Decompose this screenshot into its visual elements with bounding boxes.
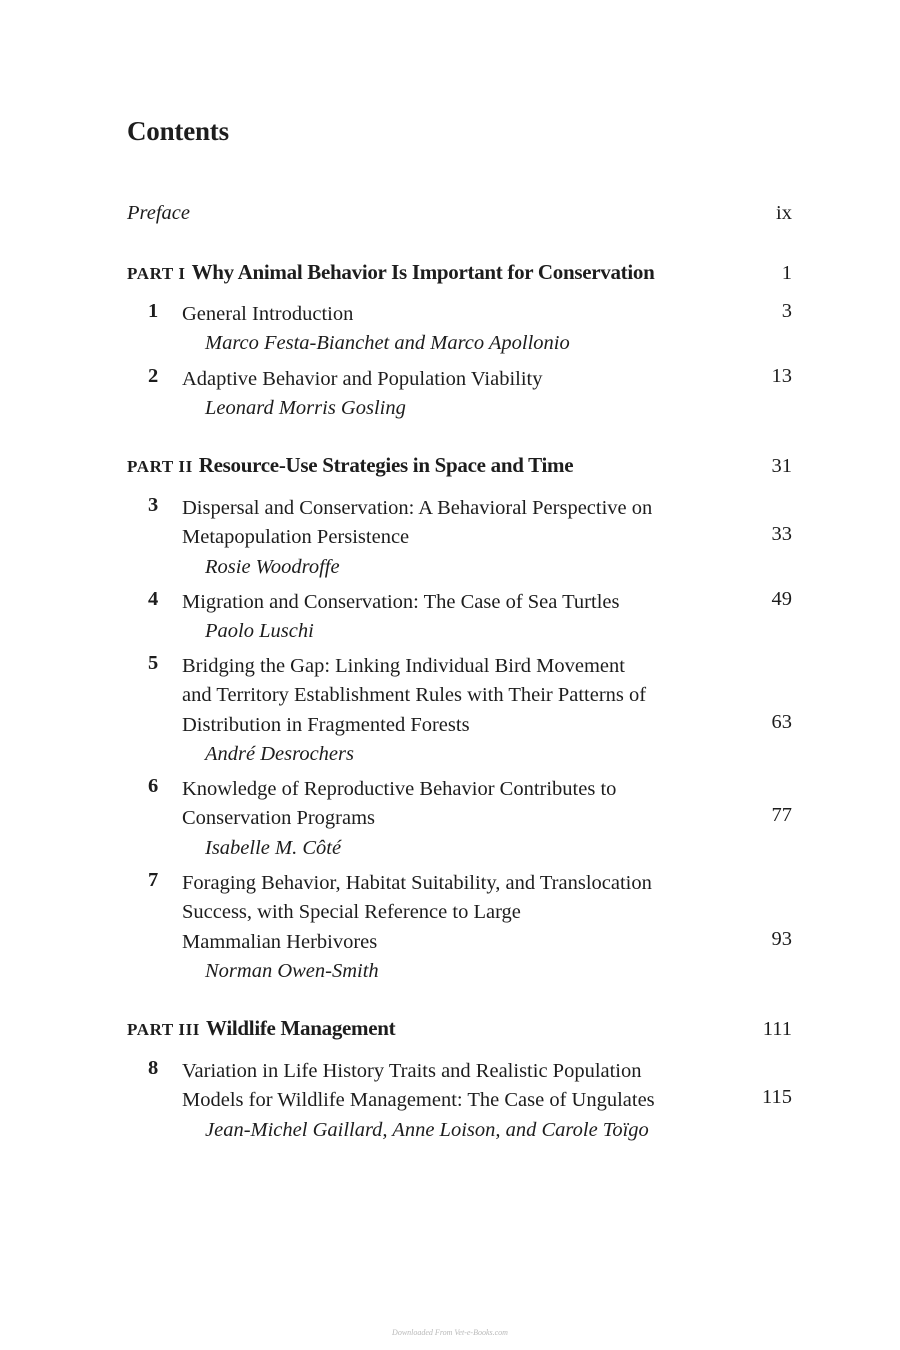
chapter-title-line: Migration and Conservation: The Case of Sea Turtles [182, 591, 620, 613]
chapter-title-line: Adaptive Behavior and Population Viability [182, 368, 543, 390]
chapter-title-line: Mammalian Herbivores [182, 930, 378, 953]
chapter-text [182, 775, 727, 863]
chapter-title-line: Metapopulation Persistence [182, 526, 410, 549]
chapter-title-line: Conservation Programs [182, 807, 376, 830]
download-watermark: Downloaded From Vet-e-Books.com [392, 1328, 508, 1337]
toc-part-row[interactable] [127, 260, 792, 285]
chapter-text [182, 588, 727, 647]
chapter-number: 2 [148, 365, 159, 387]
part-page-number: 31 [771, 455, 792, 477]
chapter-title-line: Models for Wildlife Management: The Case of Ungulates [182, 1089, 655, 1112]
page-title: Contents [127, 116, 229, 146]
chapter-text [182, 652, 727, 769]
chapter-number: 1 [148, 300, 159, 322]
chapter-text [182, 300, 727, 359]
chapter-author: Marco Festa-Bianchet and Marco Apollonio [205, 332, 570, 355]
part-label: PART III [127, 1020, 201, 1039]
chapter-number: 5 [148, 652, 159, 674]
chapter-page-number: 3 [781, 300, 792, 322]
chapter-page-number: 115 [762, 1086, 792, 1108]
part-title: Resource-Use Strategies in Space and Time [198, 453, 574, 477]
chapter-author: Rosie Woodroffe [205, 555, 340, 578]
chapter-text [182, 1057, 727, 1145]
chapter-title-line: Foraging Behavior, Habitat Suitability, and Translocation [182, 872, 652, 894]
chapter-title-line: Bridging the Gap: Linking Individual Bird Movement [182, 655, 625, 677]
chapter-title-line: Dispersal and Conservation: A Behavioral Perspective on [182, 497, 653, 519]
chapter-title-line: General Introduction [182, 303, 354, 325]
toc-part-row[interactable] [127, 453, 792, 478]
chapter-title-line: Distribution in Fragmented Forests [182, 713, 470, 736]
chapter-page-number: 63 [771, 711, 792, 733]
chapter-title-line: Success, with Special Reference to Large [182, 901, 521, 924]
chapter-page-number: 33 [771, 523, 792, 545]
chapter-number: 3 [148, 494, 159, 516]
chapter-author: André Desrochers [205, 742, 354, 765]
part-title: Why Animal Behavior Is Important for Conservation [191, 260, 655, 284]
preface-label: Preface [127, 202, 190, 224]
part-title: Wildlife Management [206, 1016, 396, 1040]
chapter-number: 7 [148, 869, 159, 891]
chapter-author: Paolo Luschi [205, 620, 314, 643]
chapter-text [182, 365, 727, 424]
toc-part-row[interactable] [127, 1016, 792, 1041]
chapter-text [182, 494, 727, 582]
preface-page-number: ix [776, 202, 792, 224]
chapter-page-number: 93 [771, 928, 792, 950]
chapter-author: Isabelle M. Côté [205, 836, 342, 859]
chapter-author: Jean-Michel Gaillard, Anne Loison, and Carole Toïgo [205, 1118, 649, 1141]
chapter-author: Leonard Morris Gosling [205, 397, 406, 420]
chapter-number: 6 [148, 775, 159, 797]
toc-preface-row[interactable] [127, 202, 792, 225]
part-page-number: 111 [762, 1018, 792, 1040]
chapter-title-line: Knowledge of Reproductive Behavior Contributes to [182, 778, 617, 800]
chapter-number: 8 [148, 1057, 159, 1079]
chapter-page-number: 13 [771, 365, 792, 387]
chapter-text [182, 869, 727, 986]
chapter-author: Norman Owen-Smith [205, 959, 379, 982]
part-label: PART I [127, 264, 186, 283]
part-page-number: 1 [781, 262, 792, 284]
chapter-page-number: 77 [771, 804, 792, 826]
chapter-title-line: and Territory Establishment Rules with Their Patterns of [182, 684, 647, 707]
part-label: PART II [127, 457, 193, 476]
chapter-page-number: 49 [771, 588, 792, 610]
chapter-number: 4 [148, 588, 159, 610]
chapter-title-line: Variation in Life History Traits and Realistic Population [182, 1060, 642, 1082]
